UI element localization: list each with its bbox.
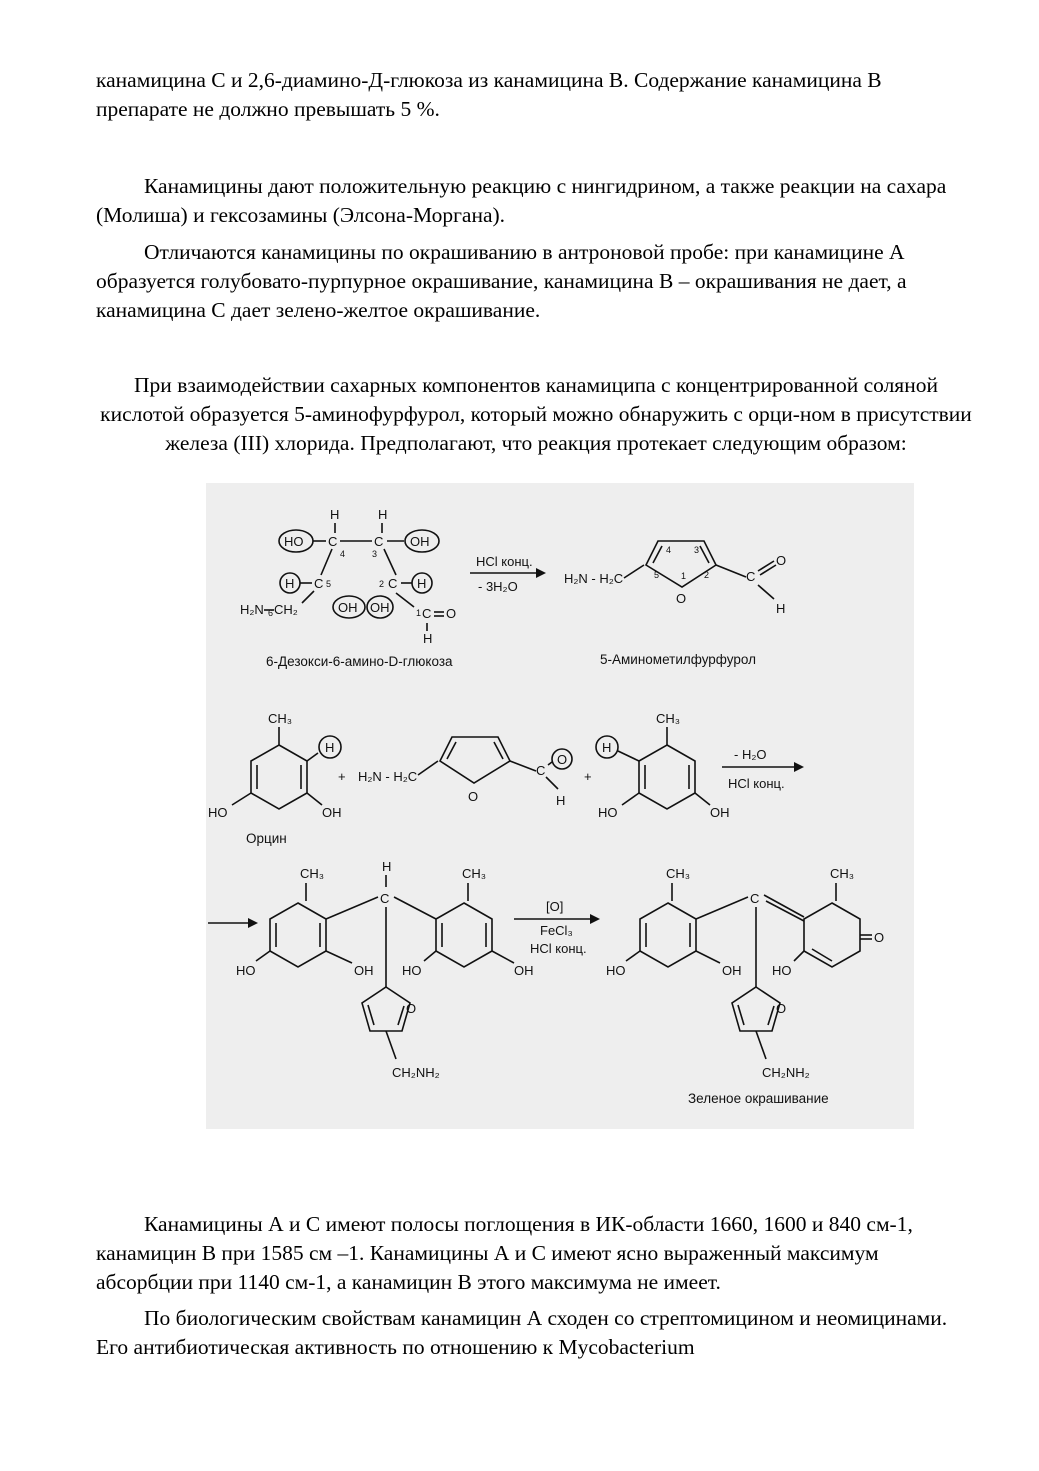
svg-text:H: H <box>776 601 786 616</box>
svg-text:3: 3 <box>372 549 378 559</box>
svg-text:O: O <box>406 1001 417 1016</box>
arrow2-bottom-label: HCl конц. <box>728 776 785 791</box>
reaction-scheme-figure <box>206 483 914 1129</box>
svg-text:O: O <box>776 1001 787 1016</box>
glucose-structure <box>240 507 456 646</box>
svg-text:CH₃: CH₃ <box>462 866 487 881</box>
reaction-arrow-2 <box>722 747 804 791</box>
svg-text:C: C <box>388 576 398 591</box>
svg-text:OH: OH <box>722 963 742 978</box>
reaction-arrow-1 <box>470 554 546 594</box>
svg-text:H₂N - H₂C: H₂N - H₂C <box>564 571 624 586</box>
svg-text:5: 5 <box>654 570 660 580</box>
green-colored-product-structure <box>606 866 884 1080</box>
svg-text:H₂N: H₂N <box>240 602 264 617</box>
svg-text:H₂N - H₂C: H₂N - H₂C <box>358 769 418 784</box>
svg-text:2: 2 <box>704 570 710 580</box>
svg-text:C: C <box>328 534 338 549</box>
svg-text:4: 4 <box>666 545 672 555</box>
glucose-caption: 6-Дезокси-6-амино-D-глюкоза <box>266 654 453 669</box>
svg-text:HO: HO <box>402 963 422 978</box>
svg-text:1: 1 <box>681 571 687 581</box>
plus-sign-2: + <box>584 769 592 784</box>
furfurol-caption: 5-Аминометилфурфурол <box>600 652 756 667</box>
paragraph-2: Канамицины дают положительную реакцию с нингидрином, а также реакции на сахара (Молиша) и гексозамины (Элсона-Моргана). <box>96 174 947 227</box>
svg-text:1: 1 <box>416 608 422 618</box>
svg-text:H: H <box>325 740 335 755</box>
orcin-caption: Орцин <box>246 831 287 846</box>
svg-text:CH₃: CH₃ <box>268 711 293 726</box>
arrow1-top-label: HCl конц. <box>476 554 533 569</box>
svg-text:OH: OH <box>322 805 342 820</box>
svg-text:CH₃: CH₃ <box>666 866 691 881</box>
arrow3-label-3: HCl конц. <box>530 941 587 956</box>
svg-text:C: C <box>422 606 432 621</box>
svg-text:HO: HO <box>284 534 304 549</box>
aminomethylfurfurol-structure <box>564 541 786 616</box>
paragraph-6: По биологическим свойствам канамицин А сходен со стрептомицином и неомицинами. Его антибиотическая активность по отношению к Mycobacterium <box>96 1306 948 1359</box>
svg-text:O: O <box>776 553 787 568</box>
svg-text:OH: OH <box>370 600 390 615</box>
svg-text:O: O <box>874 930 885 945</box>
svg-text:H: H <box>423 631 433 646</box>
svg-text:H: H <box>556 793 566 808</box>
svg-text:H: H <box>417 576 427 591</box>
plus-sign-1: + <box>338 769 346 784</box>
svg-text:OH: OH <box>710 805 730 820</box>
svg-text:CH₃: CH₃ <box>830 866 855 881</box>
svg-text:O: O <box>557 752 568 767</box>
paragraph-3: Отличаются канамицины по окрашиванию в антроновой пробе: при канамицине А образуется голубовато-пурпурное окрашивание, канамицина В – окрашивания не дает, а канамицина С дает зелено-желтое окрашивание. <box>96 240 907 322</box>
svg-text:C: C <box>380 891 390 906</box>
svg-text:3: 3 <box>694 545 700 555</box>
svg-text:H: H <box>378 507 388 522</box>
svg-text:OH: OH <box>338 600 358 615</box>
svg-text:O: O <box>446 606 457 621</box>
svg-text:HO: HO <box>598 805 618 820</box>
svg-text:HO: HO <box>208 805 228 820</box>
paragraph-1: канамицина С и 2,6-диамино-Д-глюкоза из канамицина В. Содержание канамицина В препарате не должно превышать 5 %. <box>96 68 882 121</box>
arrow2-top-label: - H₂O <box>734 747 767 762</box>
svg-text:C: C <box>536 763 546 778</box>
svg-text:C: C <box>746 569 756 584</box>
arrow1-bottom-label: - 3H₂O <box>478 579 518 594</box>
svg-text:HO: HO <box>606 963 626 978</box>
svg-text:CH₂: CH₂ <box>274 602 298 617</box>
paragraph-4: При взаимодействии сахарных компонентов канамиципа с концентрированной соляной кислотой образуется 5-аминофурфурол, который можно обнаружить с орци-ном в присутствии железа (III) хлорида. Предполагают, что реакция протекает следующим образом: <box>100 373 972 455</box>
svg-text:OH: OH <box>514 963 534 978</box>
svg-text:H: H <box>285 576 295 591</box>
svg-text:6: 6 <box>268 608 274 618</box>
svg-text:C: C <box>374 534 384 549</box>
svg-text:OH: OH <box>410 534 430 549</box>
svg-text:O: O <box>676 591 687 606</box>
paragraph-5: Канамицины А и С имеют полосы поглощения в ИК-области 1660, 1600 и 840 см-1, канамицин В при 1585 см –1. Канамицины А и С имеют ясно выраженный максимум абсорбции при 1140 см-1, а канамицин В этого максимума не имеет. <box>96 1212 913 1294</box>
svg-text:O: O <box>468 789 479 804</box>
svg-text:CH₂NH₂: CH₂NH₂ <box>762 1065 810 1080</box>
svg-text:CH₃: CH₃ <box>656 711 681 726</box>
svg-text:OH: OH <box>354 963 374 978</box>
svg-text:HO: HO <box>772 963 792 978</box>
aminomethylfurfurol-reactant <box>358 737 572 808</box>
svg-text:H: H <box>602 740 612 755</box>
svg-text:CH₂NH₂: CH₂NH₂ <box>392 1065 440 1080</box>
svg-text:2: 2 <box>379 579 385 589</box>
continuation-arrow <box>248 918 258 928</box>
svg-text:C: C <box>314 576 324 591</box>
svg-text:4: 4 <box>340 549 346 559</box>
svg-text:C: C <box>750 891 760 906</box>
svg-text:H: H <box>330 507 340 522</box>
svg-text:5: 5 <box>326 579 332 589</box>
orcin-structure-left <box>208 711 342 820</box>
arrow3-label-1: [O] <box>546 899 564 914</box>
leuco-product-structure <box>236 859 534 1080</box>
reaction-arrow-3 <box>514 899 600 956</box>
arrow3-label-2: FeCl₃ <box>540 923 573 938</box>
svg-text:CH₃: CH₃ <box>300 866 325 881</box>
orcin-structure-right <box>596 711 730 820</box>
svg-text:H: H <box>382 859 392 874</box>
svg-text:HO: HO <box>236 963 256 978</box>
green-color-caption: Зеленое окрашивание <box>688 1091 829 1106</box>
